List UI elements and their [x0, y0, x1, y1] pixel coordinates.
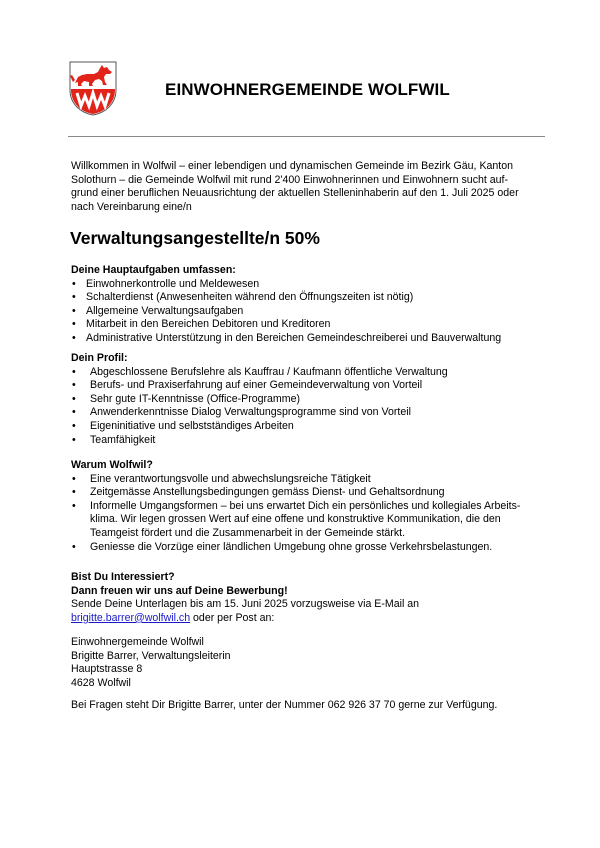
intro-line: Willkommen in Wolfwil – einer lebendigen und dynamischen Gemeinde im Bezirk Gäu, Kanton: [71, 160, 514, 172]
contact-line: Bei Fragen steht Dir Brigitte Barrer, unter der Nummer 062 926 37 70 gerne zur Verfügung.: [71, 699, 498, 711]
profile-heading: Dein Profil:: [71, 352, 128, 364]
list-item: • Schalterdienst (Anwesenheiten während den Öffnungszeiten ist nötig): [71, 291, 551, 305]
header-divider: [68, 136, 545, 137]
apply-post-text: oder per Post an:: [190, 611, 275, 624]
tasks-section: [71, 264, 551, 346]
list-item: • Zeitgemässe Anstellungsbedingungen gemäss Dienst- und Gehaltsordnung: [71, 486, 551, 500]
intro-line: nach Vereinbarung eine/n: [71, 200, 192, 213]
apply-email-line: [71, 612, 551, 626]
email-link[interactable]: brigitte.barrer@wolfwil.ch: [71, 611, 191, 624]
list-item: • Eigeninitiative und selbstständiges Arbeiten: [71, 420, 551, 434]
list-item: • Mitarbeit in den Bereichen Debitoren und Kreditoren: [71, 318, 551, 332]
why-section: [71, 459, 551, 554]
list-item: • Sehr gute IT-Kenntnisse (Office-Programme): [71, 393, 551, 407]
list-item-line: • Informelle Umgangsformen – bei uns erwartet Dich ein persönliches und kollegiales Arbeits-: [90, 499, 521, 512]
profile-section: [71, 352, 551, 447]
job-title: Verwaltungsangestellte/n 50%: [70, 228, 320, 248]
list-item: • Berufs- und Praxiserfahrung auf einer Gemeindeverwaltung von Vorteil: [71, 379, 551, 393]
intro-paragraph: [71, 160, 551, 214]
intro-line: Solothurn – die Gemeinde Wolfwil mit rund 2'400 Einwohnerinnen und Einwohnern sucht auf-: [71, 173, 509, 186]
profile-list: [71, 366, 551, 448]
list-item: • Allgemeine Verwaltungsaufgaben: [71, 305, 551, 319]
list-item-line: Teamgeist fördert und die Zusammenarbeit in der Gemeinde stärkt.: [90, 526, 406, 539]
why-list: [71, 473, 551, 555]
apply-section: [71, 571, 551, 625]
list-item: • Eine verantwortungsvolle und abwechslungsreiche Tätigkeit: [71, 473, 551, 487]
org-title: EINWOHNERGEMEINDE WOLFWIL: [165, 80, 450, 99]
address-line: 4628 Wolfwil: [71, 676, 131, 689]
list-item-line: klima. Wir legen grossen Wert auf eine offene und konstruktive Kommunikation, die den: [90, 513, 501, 526]
list-item: • Anwenderkenntnisse Dialog Verwaltungsprogramme sind von Vorteil: [71, 406, 551, 420]
tasks-heading: Deine Hauptaufgaben umfassen:: [71, 264, 236, 276]
list-item: • Teamfähigkeit: [71, 434, 551, 448]
apply-heading: Bist Du Interessiert?: [71, 571, 175, 583]
list-item: [71, 500, 551, 541]
address-line: Hauptstrasse 8: [71, 663, 143, 676]
list-item: • Abgeschlossene Berufslehre als Kauffrau / Kaufmann öffentliche Verwaltung: [71, 366, 551, 380]
apply-subheading: Dann freuen wir uns auf Deine Bewerbung!: [71, 584, 288, 597]
address-line: Brigitte Barrer, Verwaltungsleiterin: [71, 649, 231, 662]
address-line: Einwohnergemeinde Wolfwil: [71, 636, 204, 648]
list-item: • Administrative Unterstützung in den Bereichen Gemeindeschreiberei und Bauverwaltung: [71, 332, 551, 346]
why-heading: Warum Wolfwil?: [71, 459, 153, 471]
wolf-crest-icon: [68, 60, 118, 116]
tasks-list: [71, 278, 551, 346]
intro-line: grund einer beruflichen Neuausrichtung der aktuellen Stelleninhaberin auf den 1. Juli 2025 oder: [71, 187, 519, 200]
apply-line: Sende Deine Unterlagen bis am 15. Juni 2025 vorzugsweise via E-Mail an: [71, 598, 420, 611]
list-item: • Einwohnerkontrolle und Meldewesen: [71, 278, 551, 292]
address-block: [71, 636, 551, 690]
list-item: • Geniesse die Vorzüge einer ländlichen Umgebung ohne grosse Verkehrsbelastungen.: [71, 541, 551, 555]
